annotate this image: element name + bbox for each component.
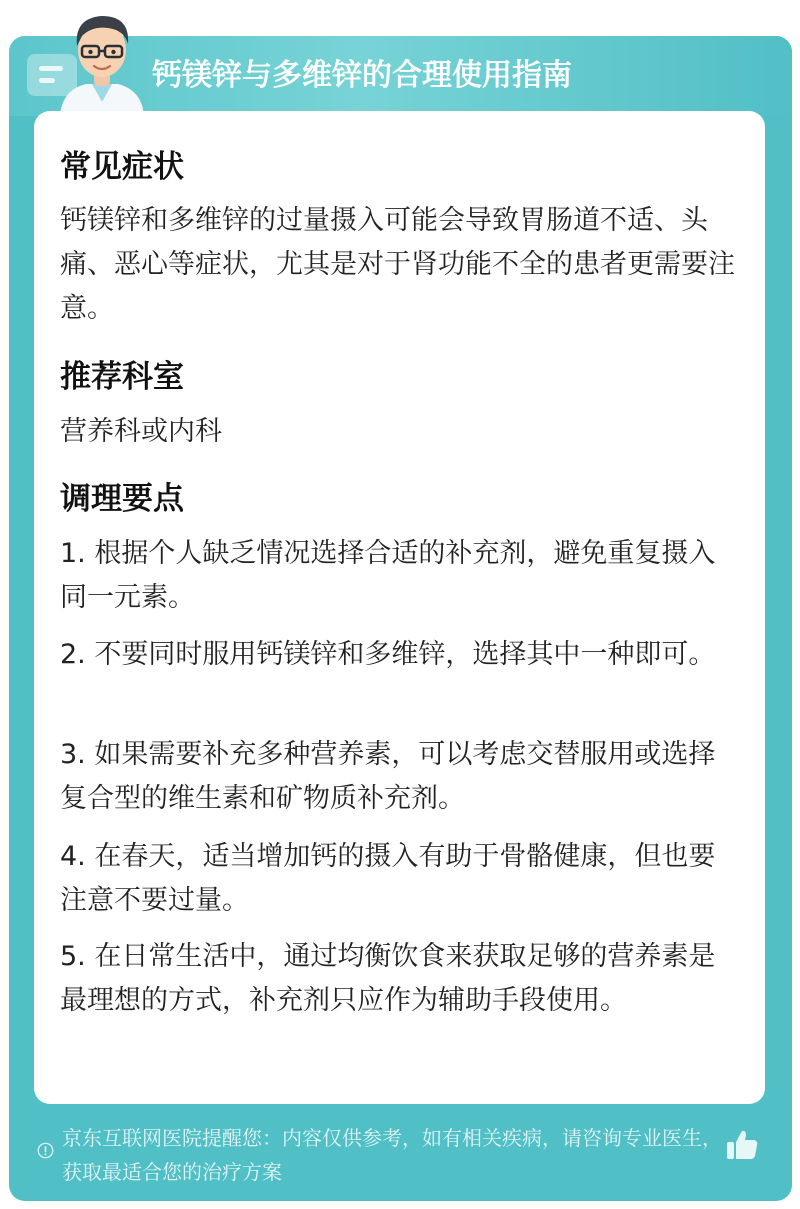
section-body-department: 营养科或内科 <box>60 416 222 447</box>
section-heading-department: 推荐科室 <box>60 359 184 395</box>
care-point-5: 5. 在日常生活中，通过均衡饮食来获取足够的营养素是最理想的方式，补充剂只应作为辅助手段使用。 <box>60 941 716 1016</box>
content-card <box>34 111 765 1104</box>
page-title: 钙镁锌与多维锌的合理使用指南 <box>152 58 572 93</box>
info-icon <box>37 1142 54 1159</box>
doctor-avatar-icon <box>52 6 152 116</box>
section-heading-symptoms: 常见症状 <box>60 149 184 185</box>
footer-notice: 京东互联网医院提醒您：内容仅供参考，如有相关疾病，请咨询专业医生，获取最适合您的治疗方案 <box>62 1126 722 1184</box>
section-heading-care-points: 调理要点 <box>60 481 184 517</box>
care-point-3: 3. 如果需要补充多种营养素，可以考虑交替服用或选择复合型的维生素和矿物质补充剂。 <box>60 739 716 814</box>
care-point-2: 2. 不要同时服用钙镁锌和多维锌，选择其中一种即可。 <box>60 639 716 670</box>
care-point-4: 4. 在春天，适当增加钙的摄入有助于骨骼健康，但也要注意不要过量。 <box>60 841 716 916</box>
care-point-1: 1. 根据个人缺乏情况选择合适的补充剂，避免重复摄入同一元素。 <box>60 538 716 613</box>
thumbs-up-icon[interactable] <box>724 1127 760 1163</box>
section-body-symptoms: 钙镁锌和多维锌的过量摄入可能会导致胃肠道不适、头痛、恶心等症状，尤其是对于肾功能不全的患者更需要注意。 <box>60 205 735 324</box>
